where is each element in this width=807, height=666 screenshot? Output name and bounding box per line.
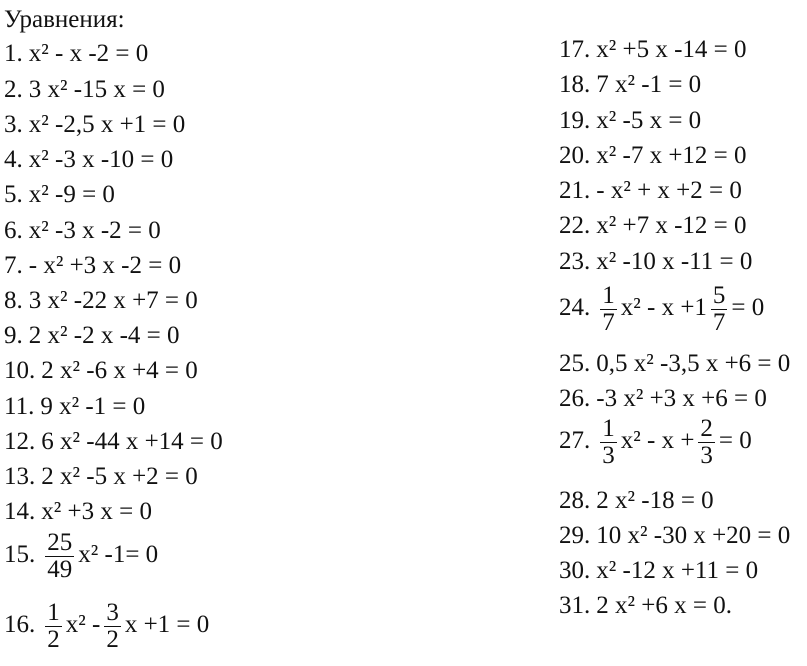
equation-31 xyxy=(559,592,732,620)
equation-expression: x² -12 x +11 = 0 xyxy=(596,557,759,584)
equation-number: 28. xyxy=(559,487,591,514)
equation-expression: x² - xyxy=(65,611,101,639)
fraction xyxy=(711,283,728,336)
equation-9 xyxy=(4,322,180,350)
fraction-denominator: 2 xyxy=(47,626,60,653)
equation-number: 25. xyxy=(559,350,591,377)
equation-expression: x² -3 x -10 = 0 xyxy=(28,146,174,173)
fraction xyxy=(45,530,74,583)
equation-29 xyxy=(559,522,790,550)
equation-expression: 2 x² -5 x +2 = 0 xyxy=(41,463,198,490)
equation-number: 26. xyxy=(559,385,591,412)
equation-expression: x² - x -2 = 0 xyxy=(28,40,149,67)
equation-expression: 9 x² -1 = 0 xyxy=(40,393,146,420)
equation-number: 19. xyxy=(559,107,591,134)
equation-number: 27. xyxy=(559,427,591,455)
fraction-denominator: 3 xyxy=(602,442,615,469)
equation-2 xyxy=(4,76,165,104)
equation-28 xyxy=(559,487,714,515)
equation-number: 30. xyxy=(559,557,591,584)
fraction-denominator: 2 xyxy=(106,626,119,653)
equation-24 xyxy=(559,283,764,336)
equation-number: 18. xyxy=(559,71,591,98)
equation-expression: 2 x² -6 x +4 = 0 xyxy=(41,357,198,384)
equation-15 xyxy=(4,530,158,583)
equation-26 xyxy=(559,385,767,413)
equation-number: 4. xyxy=(4,146,23,173)
equation-expression: = 0 xyxy=(731,294,765,322)
equation-number: 8. xyxy=(4,287,23,314)
equation-expression: x² -10 x -11 = 0 xyxy=(596,248,753,275)
equation-expression: x² -5 x = 0 xyxy=(596,107,702,134)
equation-expression: 3 x² -22 x +7 = 0 xyxy=(28,287,198,314)
equation-30 xyxy=(559,557,758,585)
equation-27 xyxy=(559,416,752,469)
equation-13 xyxy=(4,463,198,491)
equation-number: 5. xyxy=(4,181,23,208)
equation-number: 24. xyxy=(559,294,591,322)
fraction-numerator: 3 xyxy=(106,599,119,626)
equation-expression: x² -1= 0 xyxy=(78,541,159,569)
equation-expression: -3 x² +3 x +6 = 0 xyxy=(596,385,767,412)
fraction-numerator: 5 xyxy=(712,282,726,309)
equation-expression: x² - x +1 xyxy=(620,294,707,322)
equation-expression: x +1 = 0 xyxy=(124,611,210,639)
equation-16 xyxy=(4,600,209,653)
fraction xyxy=(600,283,617,336)
equation-14 xyxy=(4,498,152,526)
equation-expression: x² -7 x +12 = 0 xyxy=(596,142,747,169)
equation-number: 16. xyxy=(4,611,36,639)
equation-21 xyxy=(559,177,742,205)
equation-3 xyxy=(4,111,185,139)
equation-expression: 2 x² +6 x = 0. xyxy=(596,592,732,619)
equation-8 xyxy=(4,287,198,315)
equation-23 xyxy=(559,248,752,276)
fraction-denominator: 49 xyxy=(47,556,73,583)
equation-expression: 2 x² -2 x -4 = 0 xyxy=(28,322,180,349)
equation-19 xyxy=(559,107,701,135)
fraction xyxy=(698,416,715,469)
equation-10 xyxy=(4,357,198,385)
equation-number: 2. xyxy=(4,76,23,103)
equation-5 xyxy=(4,181,115,209)
equation-1 xyxy=(4,40,148,68)
equation-expression: x² +5 x -14 = 0 xyxy=(596,36,747,63)
fraction-denominator: 7 xyxy=(602,309,615,336)
equation-number: 23. xyxy=(559,248,591,275)
equation-number: 7. xyxy=(4,252,23,279)
equation-number: 6. xyxy=(4,217,23,244)
fraction xyxy=(104,600,121,653)
equation-number: 14. xyxy=(4,498,36,525)
equation-11 xyxy=(4,393,145,421)
equation-expression: x² -3 x -2 = 0 xyxy=(28,217,161,244)
equation-18 xyxy=(559,71,701,99)
equation-expression: 3 x² -15 x = 0 xyxy=(28,76,165,103)
fraction-denominator: 7 xyxy=(712,309,726,336)
fraction-numerator: 1 xyxy=(602,415,615,442)
fraction-numerator: 1 xyxy=(602,282,615,309)
equation-expression: = 0 xyxy=(718,427,752,455)
equation-expression: 6 x² -44 x +14 = 0 xyxy=(41,428,223,455)
equation-number: 21. xyxy=(559,177,591,204)
equation-number: 17. xyxy=(559,36,591,63)
fraction xyxy=(600,416,617,469)
equation-expression: 2 x² -18 = 0 xyxy=(596,487,714,514)
equation-number: 22. xyxy=(559,212,591,239)
equation-20 xyxy=(559,142,747,170)
equation-number: 15. xyxy=(4,541,36,569)
equation-number: 3. xyxy=(4,111,23,138)
equation-expression: x² +7 x -12 = 0 xyxy=(596,212,747,239)
equation-expression: x² -2,5 x +1 = 0 xyxy=(28,111,186,138)
equation-expression: x² - x + xyxy=(620,427,695,455)
equation-number: 10. xyxy=(4,357,36,384)
fraction-numerator: 2 xyxy=(700,415,713,442)
equation-expression: - x² +3 x -2 = 0 xyxy=(28,252,182,279)
equation-25 xyxy=(559,350,790,378)
page-title: Уравнения: xyxy=(4,6,125,33)
fraction-denominator: 3 xyxy=(700,442,713,469)
equation-expression: 10 x² -30 x +20 = 0 xyxy=(596,522,791,549)
equation-number: 20. xyxy=(559,142,591,169)
equation-expression: - x² + x +2 = 0 xyxy=(596,177,742,204)
equation-number: 13. xyxy=(4,463,36,490)
equation-number: 12. xyxy=(4,428,36,455)
fraction-numerator: 1 xyxy=(47,599,60,626)
equation-expression: 7 x² -1 = 0 xyxy=(596,71,702,98)
equation-12 xyxy=(4,428,223,456)
equation-17 xyxy=(559,36,747,64)
equation-4 xyxy=(4,146,173,174)
fraction xyxy=(45,600,62,653)
equation-number: 9. xyxy=(4,322,23,349)
equation-expression: x² +3 x = 0 xyxy=(41,498,152,525)
equation-7 xyxy=(4,252,181,280)
fraction-numerator: 25 xyxy=(47,529,73,556)
equation-number: 29. xyxy=(559,522,591,549)
equation-22 xyxy=(559,212,747,240)
equation-number: 11. xyxy=(4,393,35,420)
equation-expression: 0,5 x² -3,5 x +6 = 0 xyxy=(596,350,791,377)
equation-expression: x² -9 = 0 xyxy=(28,181,115,208)
equation-6 xyxy=(4,217,161,245)
equation-number: 1. xyxy=(4,40,23,67)
equation-number: 31. xyxy=(559,592,591,619)
